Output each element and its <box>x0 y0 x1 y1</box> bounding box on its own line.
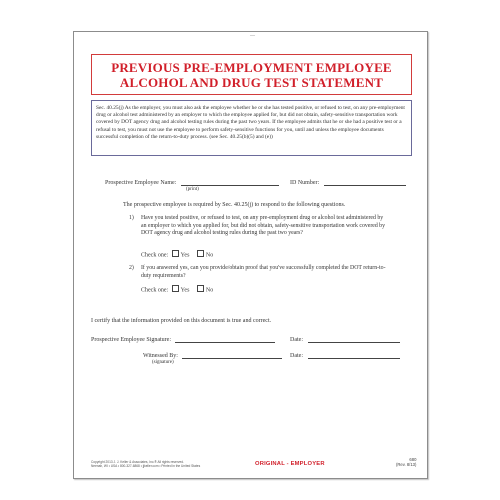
employee-name-row <box>105 180 279 186</box>
question-1-check-row <box>141 250 213 259</box>
signature-date-field[interactable] <box>308 342 400 343</box>
copyright-block <box>91 460 200 468</box>
employee-name-field[interactable] <box>181 185 279 186</box>
regulation-text: Sec. 40.25(j) As the employer, you must also ask the employee whether he or she has tested positive, or refused to test, on any pre-employment drug or alcohol test administered by an employer to which the employee applied for, but did not obtain, safety-sensitive transportation work covered by DOT agency drug and alcohol testing rules during the past two years. If the employee admits that he or she had a positive test or a refusal to test, you must not use the employee to perform safety-sensitive functions for you, until and unless the employee documents successful completion of the return-to-duty process. (see Sec. 40.25(b)(5) and (e)) <box>91 100 412 156</box>
form-number-block <box>396 457 416 467</box>
question-1-number: 1) <box>129 215 134 221</box>
witness-date-label: Date: <box>290 353 303 359</box>
copyright-line-1: Copyright 2013 J. J. Keller & Associates, Inc.® All rights reserved. <box>91 460 184 464</box>
copyright-line-2: Neenah, WI • USA • 800-327-6868 • jjkeller.com • Printed in the United States <box>91 464 201 469</box>
question-2-text: If you answered yes, can you provide/obtain proof that you've successfully completed the DOT return-to-duty requirements? <box>141 265 386 279</box>
question-2-number: 2) <box>129 265 134 271</box>
form-page <box>73 31 428 479</box>
instructions: The prospective employee is required by Sec. 40.25(j) to respond to the following questions. <box>123 202 346 208</box>
q1-yes-checkbox[interactable] <box>172 250 179 257</box>
witness-row <box>143 353 282 359</box>
check-one-label-2: Check one: <box>141 287 169 294</box>
witness-date-row <box>290 353 400 359</box>
q2-yes-label: Yes <box>180 287 190 294</box>
q2-no-checkbox[interactable] <box>197 285 204 292</box>
q1-no-checkbox[interactable] <box>197 250 204 257</box>
q2-no-label: No <box>205 287 214 294</box>
form-number: 680 <box>409 457 417 462</box>
question-2-check-row <box>141 285 213 294</box>
copy-label: ORIGINAL - EMPLOYER <box>255 461 325 467</box>
signature-label: Prospective Employee Signature: <box>91 337 171 343</box>
certify-text: I certify that the information provided on this document is true and correct. <box>91 318 272 324</box>
id-number-row <box>290 180 406 186</box>
title-box <box>91 54 412 95</box>
q1-yes-label: Yes <box>180 252 190 259</box>
signature-date-row <box>290 337 400 343</box>
witness-signature-label: (signature) <box>152 360 174 365</box>
witness-signature-field[interactable] <box>182 358 282 359</box>
employee-name-label: Prospective Employee Name: <box>105 180 177 186</box>
id-number-field[interactable] <box>324 185 406 186</box>
q1-no-label: No <box>205 252 214 259</box>
witness-date-field[interactable] <box>308 358 400 359</box>
signature-field[interactable] <box>175 342 275 343</box>
q2-yes-checkbox[interactable] <box>172 285 179 292</box>
witnessed-by-label: Witnessed By: <box>143 353 178 359</box>
check-one-label: Check one: <box>141 252 169 259</box>
title-line-1: PREVIOUS PRE-EMPLOYMENT EMPLOYEE <box>111 59 392 75</box>
title-line-2: ALCOHOL AND DRUG TEST STATEMENT <box>119 74 384 90</box>
print-label: (print) <box>186 187 199 192</box>
signature-row <box>91 337 275 343</box>
form-revision: (Rev. 8/13) <box>396 462 417 468</box>
id-number-label: ID Number: <box>290 180 320 186</box>
top-mark: — <box>250 34 255 39</box>
question-1-text: Have you tested positive, or refused to test, on any pre-employment drug or alcohol test administered by an employer to which you applied for, but did not obtain, safety-sensitive transportation work covered by DOT agency drug and alcohol testing rules during the past two years? <box>141 215 385 237</box>
signature-date-label: Date: <box>290 337 303 343</box>
